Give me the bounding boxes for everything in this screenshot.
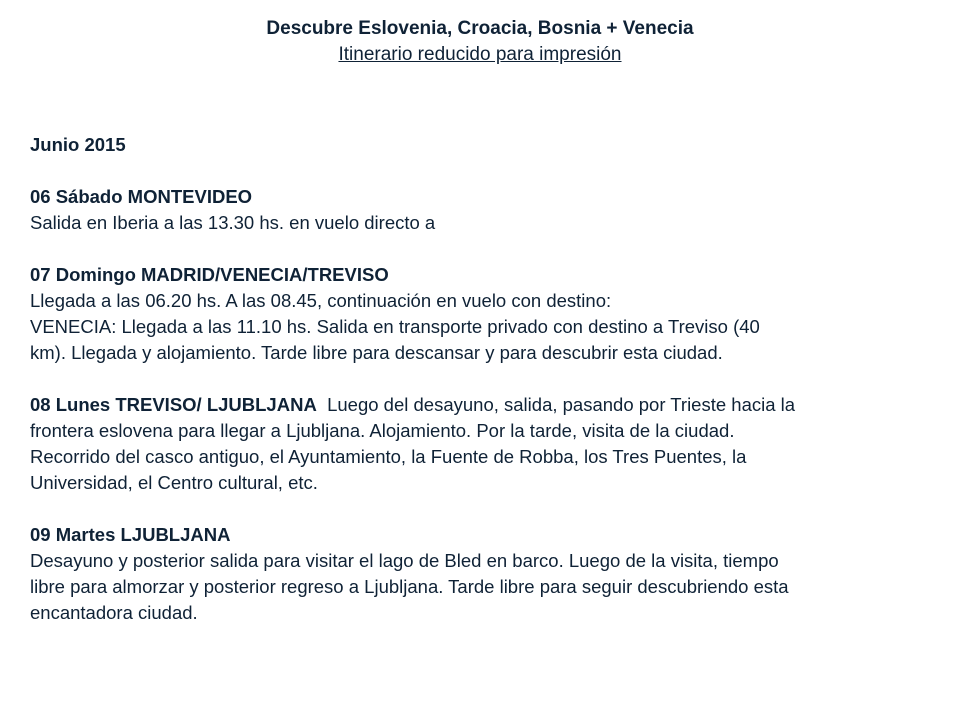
day-text-line: frontera eslovena para llegar a Ljubljana. Alojamiento. Por la tarde, visita de la ciudad. [30, 420, 735, 441]
day-text-line: Llegada a las 06.20 hs. A las 08.45, continuación en vuelo con destino: [30, 290, 612, 311]
day-text-line: Desayuno y posterior salida para visitar el lago de Bled en barco. Luego de la visita, tiempo [30, 550, 779, 571]
day-text-line: Universidad, el Centro cultural, etc. [30, 472, 318, 493]
document-title: Descubre Eslovenia, Croacia, Bosnia + Venecia [266, 18, 694, 39]
day-text-line: km). Llegada y alojamiento. Tarde libre para descansar y para descubrir esta ciudad. [30, 342, 723, 363]
document-header [0, 16, 960, 68]
day-inline-text: Luego del desayuno, salida, pasando por Trieste hacia la [316, 394, 796, 415]
day-heading: 06 Sábado MONTEVIDEO [30, 186, 253, 207]
day-text-line: Salida en Iberia a las 13.30 hs. en vuelo directo a [30, 212, 436, 233]
spacer [30, 236, 935, 262]
day-text-line: encantadora ciudad. [30, 602, 198, 623]
spacer [30, 496, 935, 522]
month-heading: Junio 2015 [30, 134, 126, 155]
spacer [30, 158, 935, 184]
day-text-line: Recorrido del casco antiguo, el Ayuntamiento, la Fuente de Robba, los Tres Puentes, la [30, 446, 747, 467]
day-heading: 07 Domingo MADRID/VENECIA/TREVISO [30, 264, 389, 285]
day-heading: 08 Lunes TREVISO/ LJUBLJANA [30, 394, 317, 415]
day-text-line: VENECIA: Llegada a las 11.10 hs. Salida en transporte privado con destino a Treviso (40 [30, 316, 760, 337]
day-heading-line [30, 392, 935, 418]
spacer [30, 366, 935, 392]
day-heading: 09 Martes LJUBLJANA [30, 524, 231, 545]
document-subtitle: Itinerario reducido para impresión [338, 44, 622, 65]
itinerary-content [30, 132, 935, 626]
day-text-line: libre para almorzar y posterior regreso a Ljubljana. Tarde libre para seguir descubriendo esta [30, 576, 789, 597]
